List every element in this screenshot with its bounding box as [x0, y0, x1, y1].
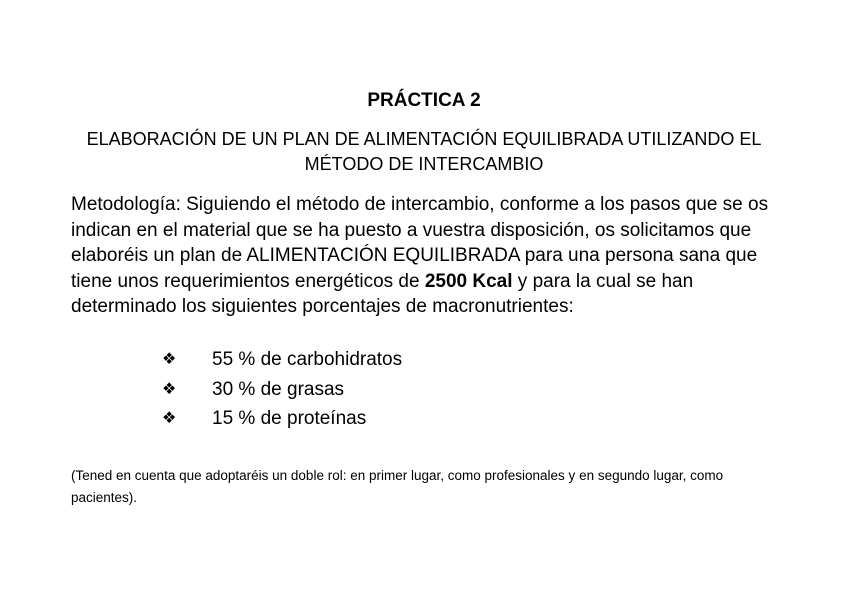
- page-title: PRÁCTICA 2: [367, 90, 481, 111]
- methodology-intro: Metodología: Siguiendo el método de intercambio, conforme a los pasos que se os indican en el material que se ha puesto a vuestra disposición, os solicitamos que elaboréis un plan de ALIMENTACIÓN EQUILIBRADA para una persona sana que tiene unos requerimientos energéticos de: [71, 194, 769, 292]
- footnote: (Tened en cuenta que adoptaréis un doble rol: en primer lugar, como profesionales y en segundo lugar, como pacientes).: [71, 468, 724, 505]
- list-item: [162, 345, 402, 375]
- diamond-bullet-icon: ❖: [162, 351, 177, 368]
- page-subtitle: ELABORACIÓN DE UN PLAN DE ALIMENTACIÓN EQUILIBRADA UTILIZANDO EL MÉTODO DE INTERCAMBIO: [86, 129, 762, 174]
- list-item-label: 30 % de grasas: [212, 378, 345, 400]
- methodology-outro: y para la cual se han determinado los siguientes porcentajes de macronutrientes:: [71, 270, 694, 317]
- methodology-paragraph: [71, 192, 781, 320]
- list-item-label: 15 % de proteínas: [212, 408, 367, 429]
- macronutrient-list: [162, 345, 402, 434]
- energy-requirement: 2500 Kcal: [424, 270, 513, 292]
- list-item: [162, 375, 402, 405]
- list-item-label: 55 % de carbohidratos: [212, 349, 403, 370]
- diamond-bullet-icon: ❖: [162, 380, 177, 398]
- list-item: [162, 404, 402, 434]
- diamond-bullet-icon: ❖: [162, 410, 177, 427]
